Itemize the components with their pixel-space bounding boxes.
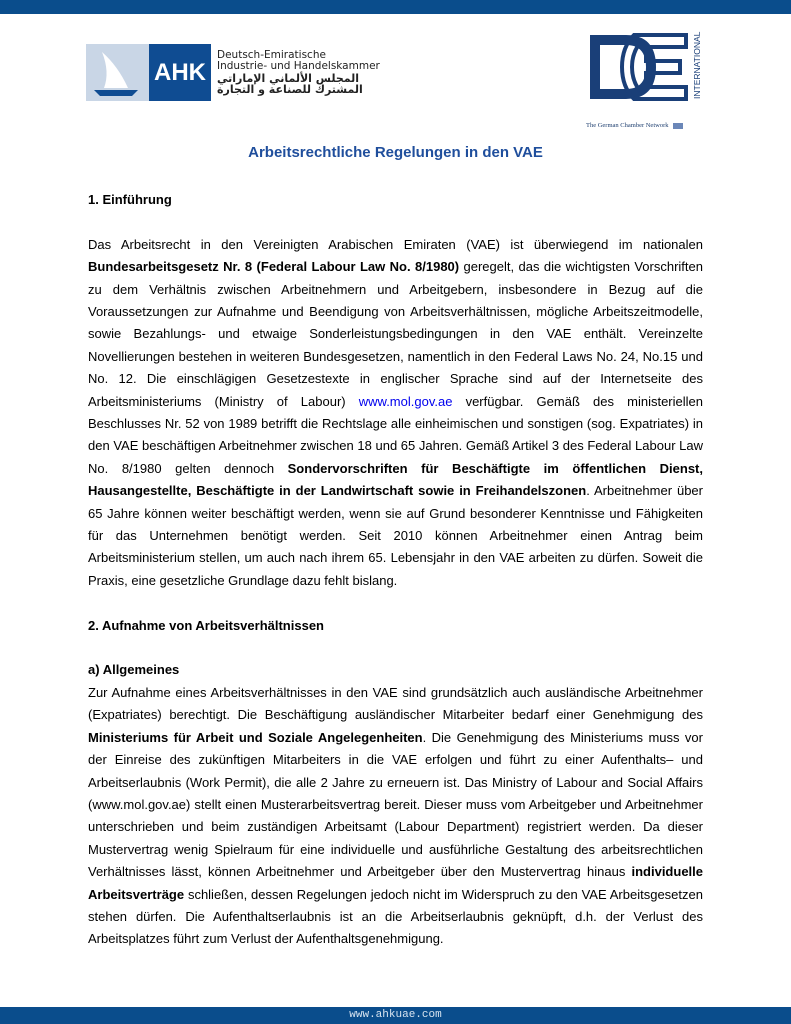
bold-text: Sondervorschriften für Beschäftigte im öffentlichen Dienst, Hausangestellte, Beschäftigte in der Landwirtschaft sowie in Freihandelszonen — [88, 460, 703, 499]
text-run: . Arbeitnehmer über 65 Jahre können weiter beschäftigt werden, wenn sie auf Grund besonderer Kenntnisse und Fähigkeiten für das Unternehmen benötigt werden. Seit 2010 können Arbeitnehmer einen Antrag beim Arbeitsministerium stellen, um auch nach ihrem 65. Lebensjahr in den VAE arbeiten zu dürfen. Soweit die Praxis, eine gesetzliche Grundlage dazu fehlt bislang. — [88, 483, 703, 588]
paragraph — [88, 682, 703, 951]
top-bar — [0, 0, 791, 14]
text-run: verfügbar. Gemäß des ministeriellen Beschlusses Nr. 52 von 1989 betrifft die Rechtslage alle einheimischen und sonstigen (sog. Expatriates) in den VAE beschäftigen Arbeitnehmer zwischen 18 und 65 Jahren. Gemäß Artikel 3 des Federal Labour Law No. 8/1980 gelten dennoch — [88, 393, 703, 476]
text-run: geregelt, das die wichtigsten Vorschriften zu dem Verhältnis zwischen Arbeitnehmern und Arbeitgebern, insbesondere in Bezug auf die Voraussetzungen zur Aufnahme und Beendigung von Arbeitsverhältnissen, mögliche Arbeitszeitmodelle, sowie Bezahlungs- und etwaige Sonderleistungsbedingungen in den VAE enthält. Vereinzelte Novellierungen bestehen in weiteren Bundesgesetzen, namentlich in den Federal Laws No. 24, No.15 und No. 12. Die einschlägigen Gesetzestexte in englischer Sprache sind auf der Internetseite des Arbeitsministeriums (Ministry of Labour) — [88, 259, 703, 409]
bold-text: Ministeriums für Arbeit und Soziale Angelegenheiten — [88, 729, 423, 745]
ahk-name-line2: Industrie- und Handelskammer — [217, 60, 380, 72]
de-network-text: The German Chamber Network — [586, 122, 669, 129]
ministry-link[interactable]: www.mol.gov.ae — [358, 393, 453, 409]
ahk-arabic-line1: المجلس الألماني الإماراتي — [217, 71, 360, 85]
text-run: Das Arbeitsrecht in den Vereinigten Arabischen Emiraten (VAE) ist überwiegend im nationalen — [88, 236, 703, 252]
bold-text: individuelle Arbeitsverträge — [88, 864, 703, 902]
footer-bar — [0, 1007, 791, 1024]
ahk-logo-text: AHK — [149, 44, 211, 101]
text-run: schließen, dessen Regelungen jedoch nicht im Widerspruch zu den VAE Arbeitsgesetzen stehen dürfen. Die Aufenthaltserlaubnis ist an die Arbeitserlaubnis geknüpft, d.h. der Verlust des Arbeitsplatzes führt zum Verlust der Aufenthaltsgenehmigung. — [88, 886, 703, 947]
ahk-logo — [86, 44, 380, 101]
footer-url[interactable]: www.ahkuae.com — [349, 1009, 442, 1021]
de-international-logo — [586, 31, 706, 129]
de-international-text: INTERNATIONAL — [692, 31, 702, 99]
document-body — [88, 189, 703, 951]
document-title: Arbeitsrechtliche Regelungen in den VAE — [248, 144, 543, 161]
ahk-name-line1: Deutsch-Emiratische — [217, 48, 326, 61]
ahk-mini-logo-icon — [673, 123, 683, 129]
bold-text: Bundesarbeitsgesetz Nr. 8 (Federal Labour Law No. 8/1980) — [88, 259, 460, 275]
dhow-boat-icon — [86, 44, 149, 101]
section-heading: 1. Einführung — [88, 192, 172, 207]
subsection-heading: a) Allgemeines — [88, 662, 180, 678]
paragraph — [88, 234, 703, 593]
section-heading: 2. Aufnahme von Arbeitsverhältnissen — [88, 617, 324, 633]
ahk-arabic-line2: المشترك للصناعة و التجارة — [217, 83, 363, 96]
text-run: Zur Aufnahme eines Arbeitsverhältnisses in den VAE sind grundsätzlich auch ausländische Arbeitnehmer (Expatriates) berechtigt. Die Beschäftigung ausländischer Mitarbeiter bedarf einer Genehmigung des — [88, 684, 703, 723]
text-run: . Die Genehmigung des Ministeriums muss vor der Einreise des zukünftigen Mitarbeiters in die VAE erfolgen und führt zu einer Aufenthalts– und Arbeitserlaubnis (Work Permit), die alle 2 Jahre zu erneuern ist. Das Ministry of Labour and Social Affairs (www.mol.gov.ae) stellt einen Musterarbeitsvertrag bereit. Dieser muss vom Arbeitgeber und Arbeitnehmer unterschrieben und beim zuständigen Arbeitsamt (Labour Department) registriert werden. Da dieser Mustervertrag wenig Spielraum für eine individuelle und ausführliche Gestaltung des arbeitsrechtlichen Verhältnisses lässt, können Arbeitnehmer und Arbeitgeber über den Mustervertrag hinaus — [88, 729, 703, 880]
